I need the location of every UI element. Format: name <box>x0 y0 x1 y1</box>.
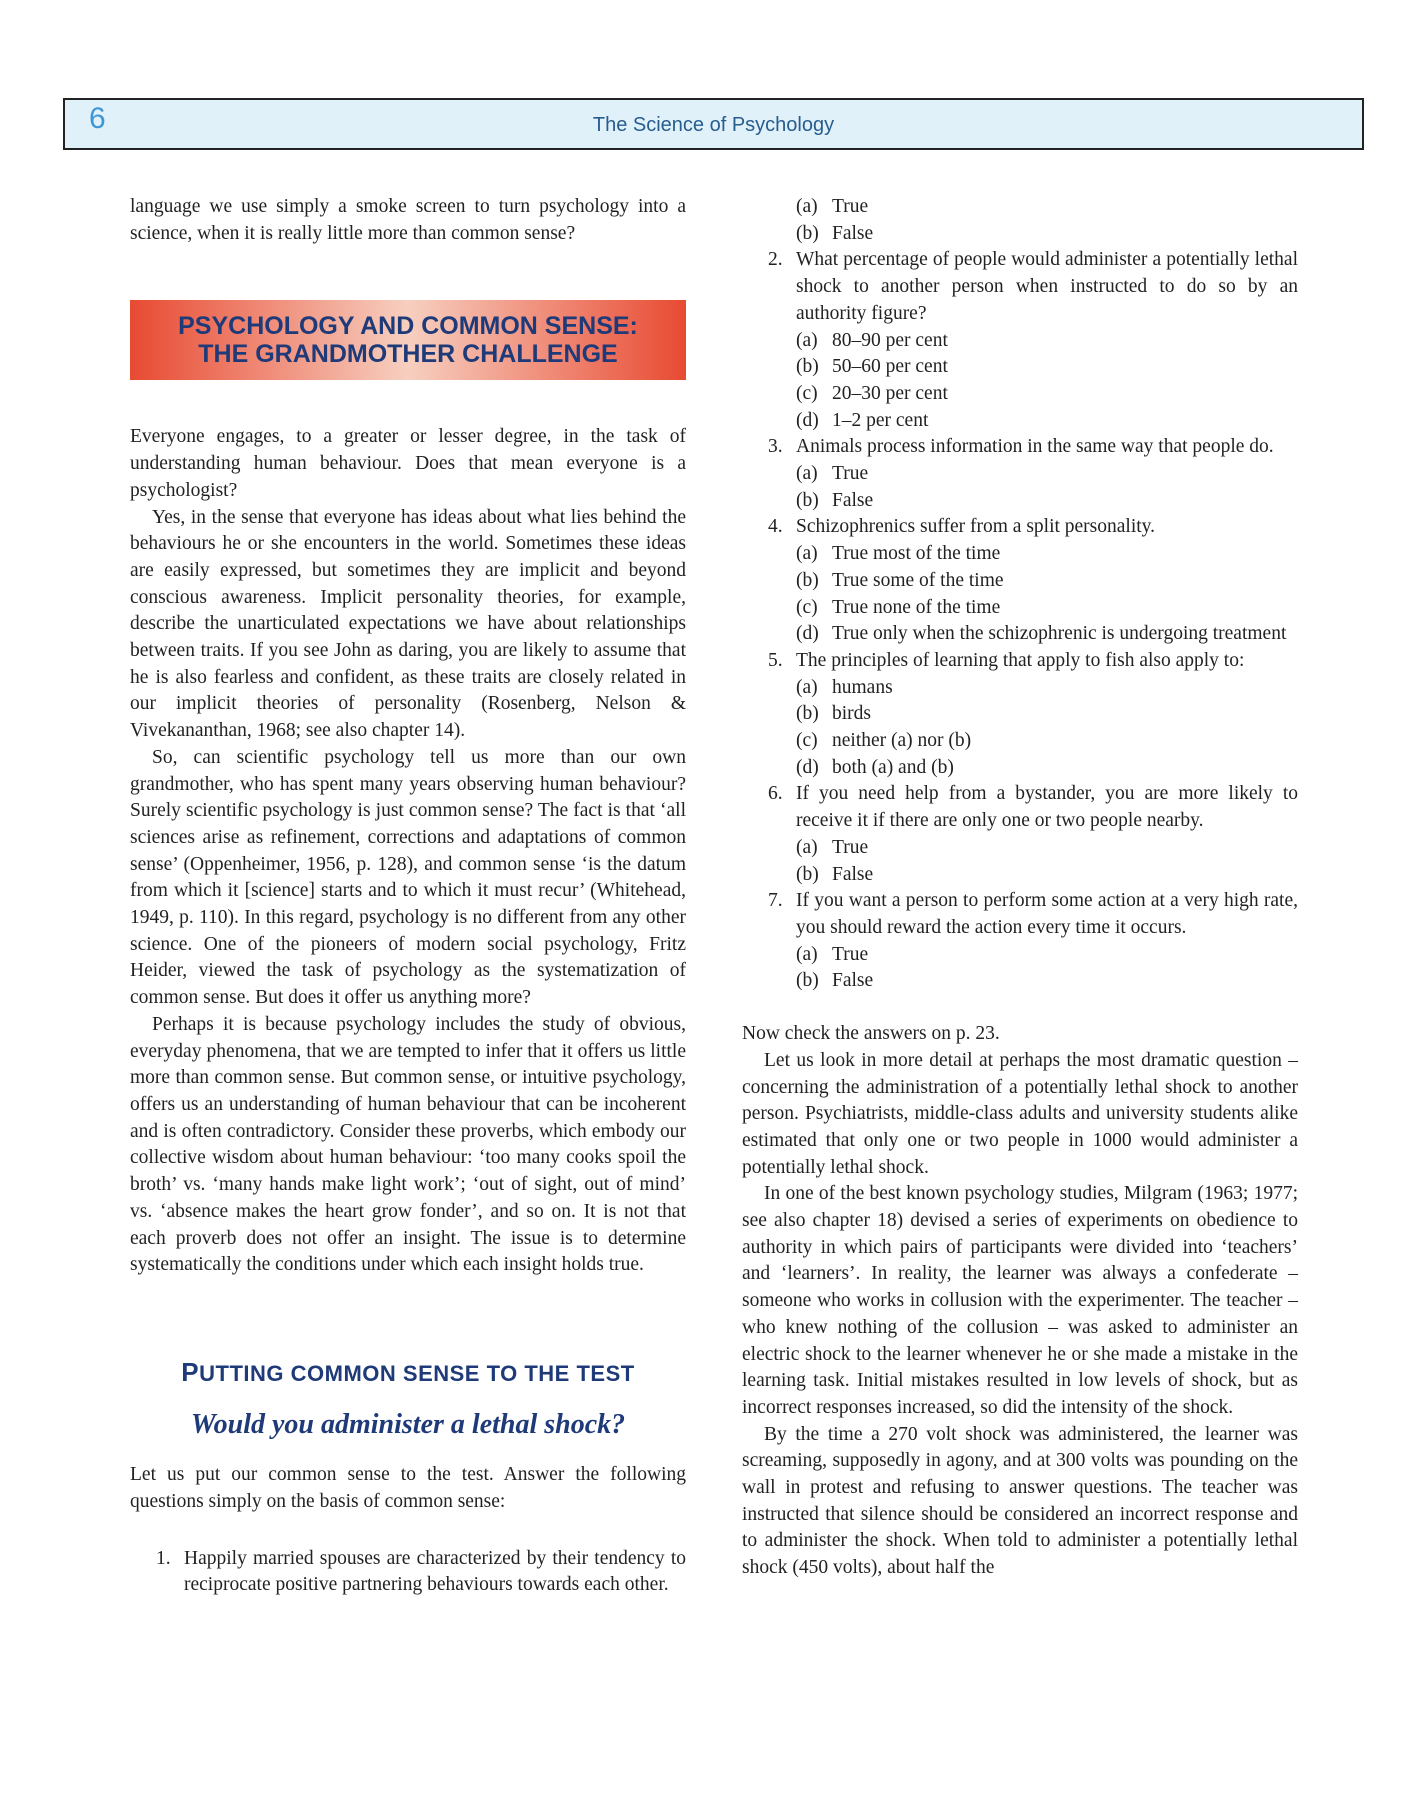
question-item <box>742 781 1298 834</box>
spacer <box>742 995 1298 1021</box>
question-number: 7. <box>768 890 783 912</box>
body-paragraph: By the time a 270 volt shock was administered, the learner was screaming, supposedly in agony, and at 300 volts was pounding on the wall in protest and refusing to answer questions. The teacher was instructed that silence should be considered an incorrect response and to administer the shock. When told to administer a potentially lethal shock (450 volts), about half the <box>742 1423 1298 1579</box>
right-column <box>742 194 1298 1582</box>
question-number: 1. <box>156 1547 171 1569</box>
section-heading-rest: UTTING COMMON SENSE TO THE TEST <box>199 1360 635 1386</box>
answer-option <box>796 862 1298 889</box>
body-paragraph: Yes, in the sense that everyone has ideas about what lies behind the behaviours he or she encounters in the world. Sometimes these ideas are easily expressed, but sometimes they are implicit and beyond conscious awareness. Implicit personality theories, for example, describe the unarticulated expectations we have about relationships between traits. If you see John as daring, you are likely to assume that he is also fearless and confident, as these traits are closely related in our implicit theories of personality (Rosenberg, Nelson & Vivekananthan, 1968; see also chapter 14). <box>130 506 686 742</box>
answer-option <box>796 221 1298 248</box>
question-text: Schizophrenics suffer from a split personality. <box>796 516 1156 538</box>
answer-options <box>742 541 1298 648</box>
answer-options <box>742 328 1298 435</box>
question-number: 5. <box>768 649 783 671</box>
answer-option <box>796 354 1298 381</box>
answer-option <box>796 728 1298 755</box>
option-label: (a) <box>796 329 818 351</box>
test-intro: Let us put our common sense to the test. Answer the following questions simply on the basis of common sense: <box>130 1464 686 1513</box>
section-banner <box>130 300 686 380</box>
answer-option <box>796 381 1298 408</box>
option-text: True some of the time <box>832 569 1004 591</box>
option-text: 50–60 per cent <box>832 356 948 378</box>
option-text: True most of the time <box>832 543 1001 565</box>
answer-options <box>742 461 1298 514</box>
answer-option <box>796 541 1298 568</box>
body-paragraph: Perhaps it is because psychology includes the study of obvious, everyday phenomena, that we are tempted to infer that it offers us little more than common sense. But common sense, or intuitive psychology, offers us an understanding of human behaviour that can be incoherent and is often contradictory. Consider these proverbs, which embody our collective wisdom about human behaviour: ‘too many cooks spoil the broth’ vs. ‘many hands make light work’; ‘out of sight, out of mind’ vs. ‘absence makes the heart grow fonder’, and so on. It is not that each proverb does not offer an insight. The issue is to determine systematically the conditions under which each insight holds true. <box>130 1013 686 1276</box>
option-label: (b) <box>796 222 819 244</box>
answer-option <box>796 568 1298 595</box>
answer-option <box>796 621 1298 648</box>
question-number: 2. <box>768 249 783 271</box>
option-label: (c) <box>796 596 818 618</box>
question-item <box>742 514 1298 541</box>
answer-options <box>742 194 1298 247</box>
option-label: (a) <box>796 543 818 565</box>
page-header <box>63 98 1364 150</box>
answer-options <box>742 675 1298 782</box>
question-text: Happily married spouses are characterized by their tendency to reciprocate positive partnering behaviours towards each other. <box>184 1547 686 1596</box>
option-text: True <box>832 943 869 965</box>
option-label: (d) <box>796 756 819 778</box>
section-heading <box>130 1356 686 1388</box>
subheading: Would you administer a lethal shock? <box>190 1408 626 1440</box>
page-number: 6 <box>89 102 106 135</box>
question-item <box>742 888 1298 941</box>
answer-option <box>796 675 1298 702</box>
option-text: True only when the schizophrenic is undergoing treatment <box>832 623 1287 645</box>
answer-option <box>796 968 1298 995</box>
left-column <box>130 194 686 1599</box>
answers-note: Now check the answers on p. 23. <box>742 1023 1000 1045</box>
option-label: (b) <box>796 703 819 725</box>
option-label: (b) <box>796 356 819 378</box>
body-paragraph: In one of the best known psychology studies, Milgram (1963; 1977; see also chapter 18) devised a series of experiments on obedience to authority in which pairs of participants were divided into ‘teachers’ and ‘learners’. In reality, the learner was always a confederate – someone who works in collusion with the experimenter. The teacher – who knew nothing of the collusion – was asked to administer an electric shock to the learner whenever he or she made a mistake in the learning task. Initial mistakes resulted in low levels of shock, but as incorrect responses increased, so did the intensity of the shock. <box>742 1183 1298 1418</box>
option-text: True none of the time <box>832 596 1001 618</box>
question-text: What percentage of people would administer a potentially lethal shock to another person when instructed to do so by an authority figure? <box>796 249 1298 324</box>
option-label: (a) <box>796 943 818 965</box>
option-text: humans <box>832 676 893 698</box>
option-label: (b) <box>796 489 819 511</box>
question-text: Animals process information in the same way that people do. <box>796 436 1274 458</box>
option-text: birds <box>832 703 871 725</box>
option-text: False <box>832 970 874 992</box>
question-number: 4. <box>768 516 783 538</box>
answer-option <box>796 461 1298 488</box>
question-list <box>130 1546 686 1599</box>
option-text: False <box>832 489 874 511</box>
question-item <box>742 648 1298 675</box>
option-text: True <box>832 196 869 217</box>
option-text: True <box>832 463 869 485</box>
option-label: (a) <box>796 836 818 858</box>
answer-option <box>796 328 1298 355</box>
body-paragraph: So, can scientific psychology tell us more than our own grandmother, who has spent many years observing human behaviour? Surely scientific psychology is just common sense? The fact is that ‘all sciences arise as refinement, corrections and adaptations of common sense’ (Oppenheimer, 1956, p. 128), and common sense ‘is the datum from which it [science] starts and to which it must recur’ (Whitehead, 1949, p. 110). In this regard, psychology is no different from any other science. One of the pioneers of modern social psychology, Fritz Heider, viewed the task of psychology as the systematization of common sense. But does it offer us anything more? <box>130 746 686 1009</box>
body-paragraph: Let us look in more detail at perhaps the most dramatic question – concerning the administration of a potentially lethal shock to another person. Psychiatrists, middle-class adults and university students alike estimated that only one or two people in 1000 would administer a potentially lethal shock. <box>742 1049 1298 1178</box>
option-label: (a) <box>796 196 818 217</box>
answer-option <box>796 194 1298 221</box>
answer-option <box>796 755 1298 782</box>
option-label: (d) <box>796 409 819 431</box>
answer-option <box>796 408 1298 435</box>
option-text: False <box>832 863 874 885</box>
intro-paragraph: language we use simply a smoke screen to turn psychology into a science, when it is really little more than common sense? <box>130 196 686 244</box>
option-label: (c) <box>796 730 818 752</box>
option-text: True <box>832 836 869 858</box>
answer-option <box>796 835 1298 862</box>
option-text: both (a) and (b) <box>832 756 954 778</box>
answer-options <box>742 942 1298 995</box>
option-text: 20–30 per cent <box>832 382 948 404</box>
question-item <box>130 1546 686 1599</box>
question-item <box>742 434 1298 461</box>
option-text: neither (a) nor (b) <box>832 730 972 752</box>
banner-line-2: THE GRANDMOTHER CHALLENGE <box>198 340 618 369</box>
question-text: The principles of learning that apply to fish also apply to: <box>796 649 1245 671</box>
option-label: (d) <box>796 623 819 645</box>
option-label: (a) <box>796 676 818 698</box>
option-text: 80–90 per cent <box>832 329 948 351</box>
answer-option <box>796 488 1298 515</box>
option-label: (c) <box>796 382 818 404</box>
body-paragraph: Everyone engages, to a greater or lesser degree, in the task of understanding human behaviour. Does that mean everyone is a psychologist? <box>130 426 686 501</box>
option-label: (a) <box>796 463 818 485</box>
option-text: 1–2 per cent <box>832 409 929 431</box>
question-text: If you need help from a bystander, you are more likely to receive it if there are only one or two people nearby. <box>796 783 1298 832</box>
option-label: (b) <box>796 569 819 591</box>
answer-option <box>796 942 1298 969</box>
question-item <box>742 247 1298 327</box>
option-label: (b) <box>796 970 819 992</box>
question-number: 3. <box>768 436 783 458</box>
banner-line-1: PSYCHOLOGY AND COMMON SENSE: <box>178 312 638 341</box>
answer-option <box>796 701 1298 728</box>
question-text: If you want a person to perform some action at a very high rate, you should reward the action every time it occurs. <box>796 890 1298 938</box>
option-text: False <box>832 222 874 244</box>
section-heading-initial: P <box>181 1356 200 1387</box>
option-label: (b) <box>796 863 819 885</box>
answer-option <box>796 595 1298 622</box>
question-number: 6. <box>768 783 783 805</box>
answer-options <box>742 835 1298 888</box>
running-title: The Science of Psychology <box>592 114 835 136</box>
